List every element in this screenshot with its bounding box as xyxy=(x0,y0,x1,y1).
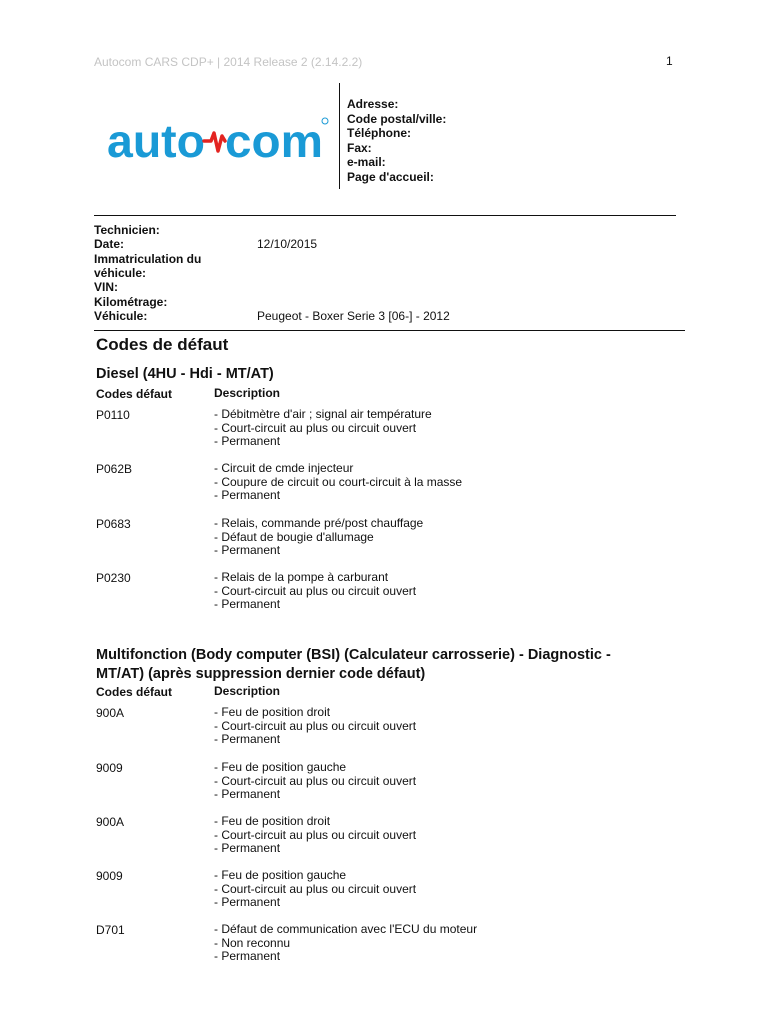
fault-code: D701 xyxy=(96,923,125,937)
fault-description-line: - Feu de position droit xyxy=(214,814,331,828)
fault-code: P062B xyxy=(96,462,133,476)
fault-description-line: - Court-circuit au plus ou circuit ouvert xyxy=(214,773,417,788)
fault-description-line: - Permanent xyxy=(214,787,281,801)
fault-description-line: - Permanent xyxy=(214,597,281,611)
fault-description-line: - Feu de position gauche xyxy=(214,868,347,882)
fault-description xyxy=(214,923,477,964)
fault-description-line: - Permanent xyxy=(214,434,281,448)
address-label: Adresse: xyxy=(347,97,399,111)
registration-label: Immatriculation du xyxy=(94,252,202,266)
vin-label: VIN: xyxy=(94,280,118,294)
section-rule xyxy=(94,330,685,331)
release-header: Autocom CARS CDP+ | 2014 Release 2 (2.14.2.2) xyxy=(94,55,363,69)
fault-description-line: - Débitmètre d'air ; signal air température xyxy=(214,407,432,421)
fault-description xyxy=(214,869,416,910)
fault-description-line: - Permanent xyxy=(214,543,281,557)
date-label: Date: xyxy=(94,237,125,251)
fault-description-line: - Non reconnu xyxy=(214,935,291,950)
fault-description-line: - Court-circuit au plus ou circuit ouvert xyxy=(214,583,417,598)
fault-description-line: - Permanent xyxy=(214,732,281,746)
fault-description-line: - Court-circuit au plus ou circuit ouvert xyxy=(214,420,417,435)
fault-description-line: - Court-circuit au plus ou circuit ouvert xyxy=(214,827,417,842)
fault-code: P0683 xyxy=(96,517,131,531)
email-label: e-mail: xyxy=(347,155,386,169)
fax-label: Fax: xyxy=(347,140,372,155)
info-top-rule xyxy=(94,215,676,216)
header-divider xyxy=(339,83,340,189)
module-title-line: MT/AT) (après suppression dernier code défaut) xyxy=(96,666,426,682)
fault-description-line: - Permanent xyxy=(214,949,281,963)
page-number: 1 xyxy=(666,54,673,68)
module-title-multifunction xyxy=(96,646,656,684)
column-header-code: Codes défaut xyxy=(96,685,173,699)
fault-description xyxy=(214,408,432,449)
fault-description xyxy=(214,571,416,612)
fault-description-line: - Défaut de bougie d'allumage xyxy=(214,529,374,544)
fault-description xyxy=(214,462,462,503)
fault-code: 9009 xyxy=(96,761,123,775)
fault-code: P0230 xyxy=(96,571,131,585)
fault-description-line: - Circuit de cmde injecteur xyxy=(214,461,354,475)
fault-description-line: - Coupure de circuit ou court-circuit à la masse xyxy=(214,474,463,489)
phone-label: Téléphone: xyxy=(347,126,412,140)
column-header-code: Codes défaut xyxy=(96,387,173,401)
fault-description-line: - Permanent xyxy=(214,895,281,909)
address-block xyxy=(347,97,446,184)
fault-description-line: - Défaut de communication avec l'ECU du moteur xyxy=(214,922,478,936)
fault-description xyxy=(214,517,423,558)
fault-description-line: - Relais, commande pré/post chauffage xyxy=(214,516,424,530)
module-title-line: Multifonction (Body computer (BSI) (Calculateur carrosserie) - Diagnostic - xyxy=(96,647,611,663)
fault-description xyxy=(214,761,416,802)
fault-description-line: - Feu de position droit xyxy=(214,705,331,719)
mileage-label: Kilométrage: xyxy=(94,295,168,309)
registration-label-cont: véhicule: xyxy=(94,266,147,280)
column-header-description: Description xyxy=(214,684,281,698)
technician-label: Technicien: xyxy=(94,223,160,237)
module-title-diesel: Diesel (4HU - Hdi - MT/AT) xyxy=(96,366,274,382)
fault-code: 900A xyxy=(96,706,125,720)
vehicle-value: Peugeot - Boxer Serie 3 [06-] - 2012 xyxy=(257,309,450,323)
fault-description xyxy=(214,815,416,856)
svg-text:auto: auto xyxy=(107,115,205,167)
fault-code: 9009 xyxy=(96,869,123,883)
postal-city-label: Code postal/ville: xyxy=(347,111,447,126)
fault-description xyxy=(214,706,416,747)
date-value: 12/10/2015 xyxy=(257,237,318,251)
fault-codes-title: Codes de défaut xyxy=(96,335,229,354)
svg-text:com: com xyxy=(225,115,323,167)
fault-description-line: - Relais de la pompe à carburant xyxy=(214,570,389,584)
homepage-label: Page d'accueil: xyxy=(347,169,434,184)
vehicle-label: Véhicule: xyxy=(94,309,148,323)
fault-description-line: - Court-circuit au plus ou circuit ouvert xyxy=(214,881,417,896)
fault-description-line: - Permanent xyxy=(214,488,281,502)
fault-code: P0110 xyxy=(96,408,130,422)
fault-description-line: - Court-circuit au plus ou circuit ouvert xyxy=(214,718,417,733)
fault-code: 900A xyxy=(96,815,125,829)
fault-description-line: - Feu de position gauche xyxy=(214,760,347,774)
autocom-logo xyxy=(107,111,329,167)
column-header-description: Description xyxy=(214,386,281,400)
fault-description-line: - Permanent xyxy=(214,841,281,855)
